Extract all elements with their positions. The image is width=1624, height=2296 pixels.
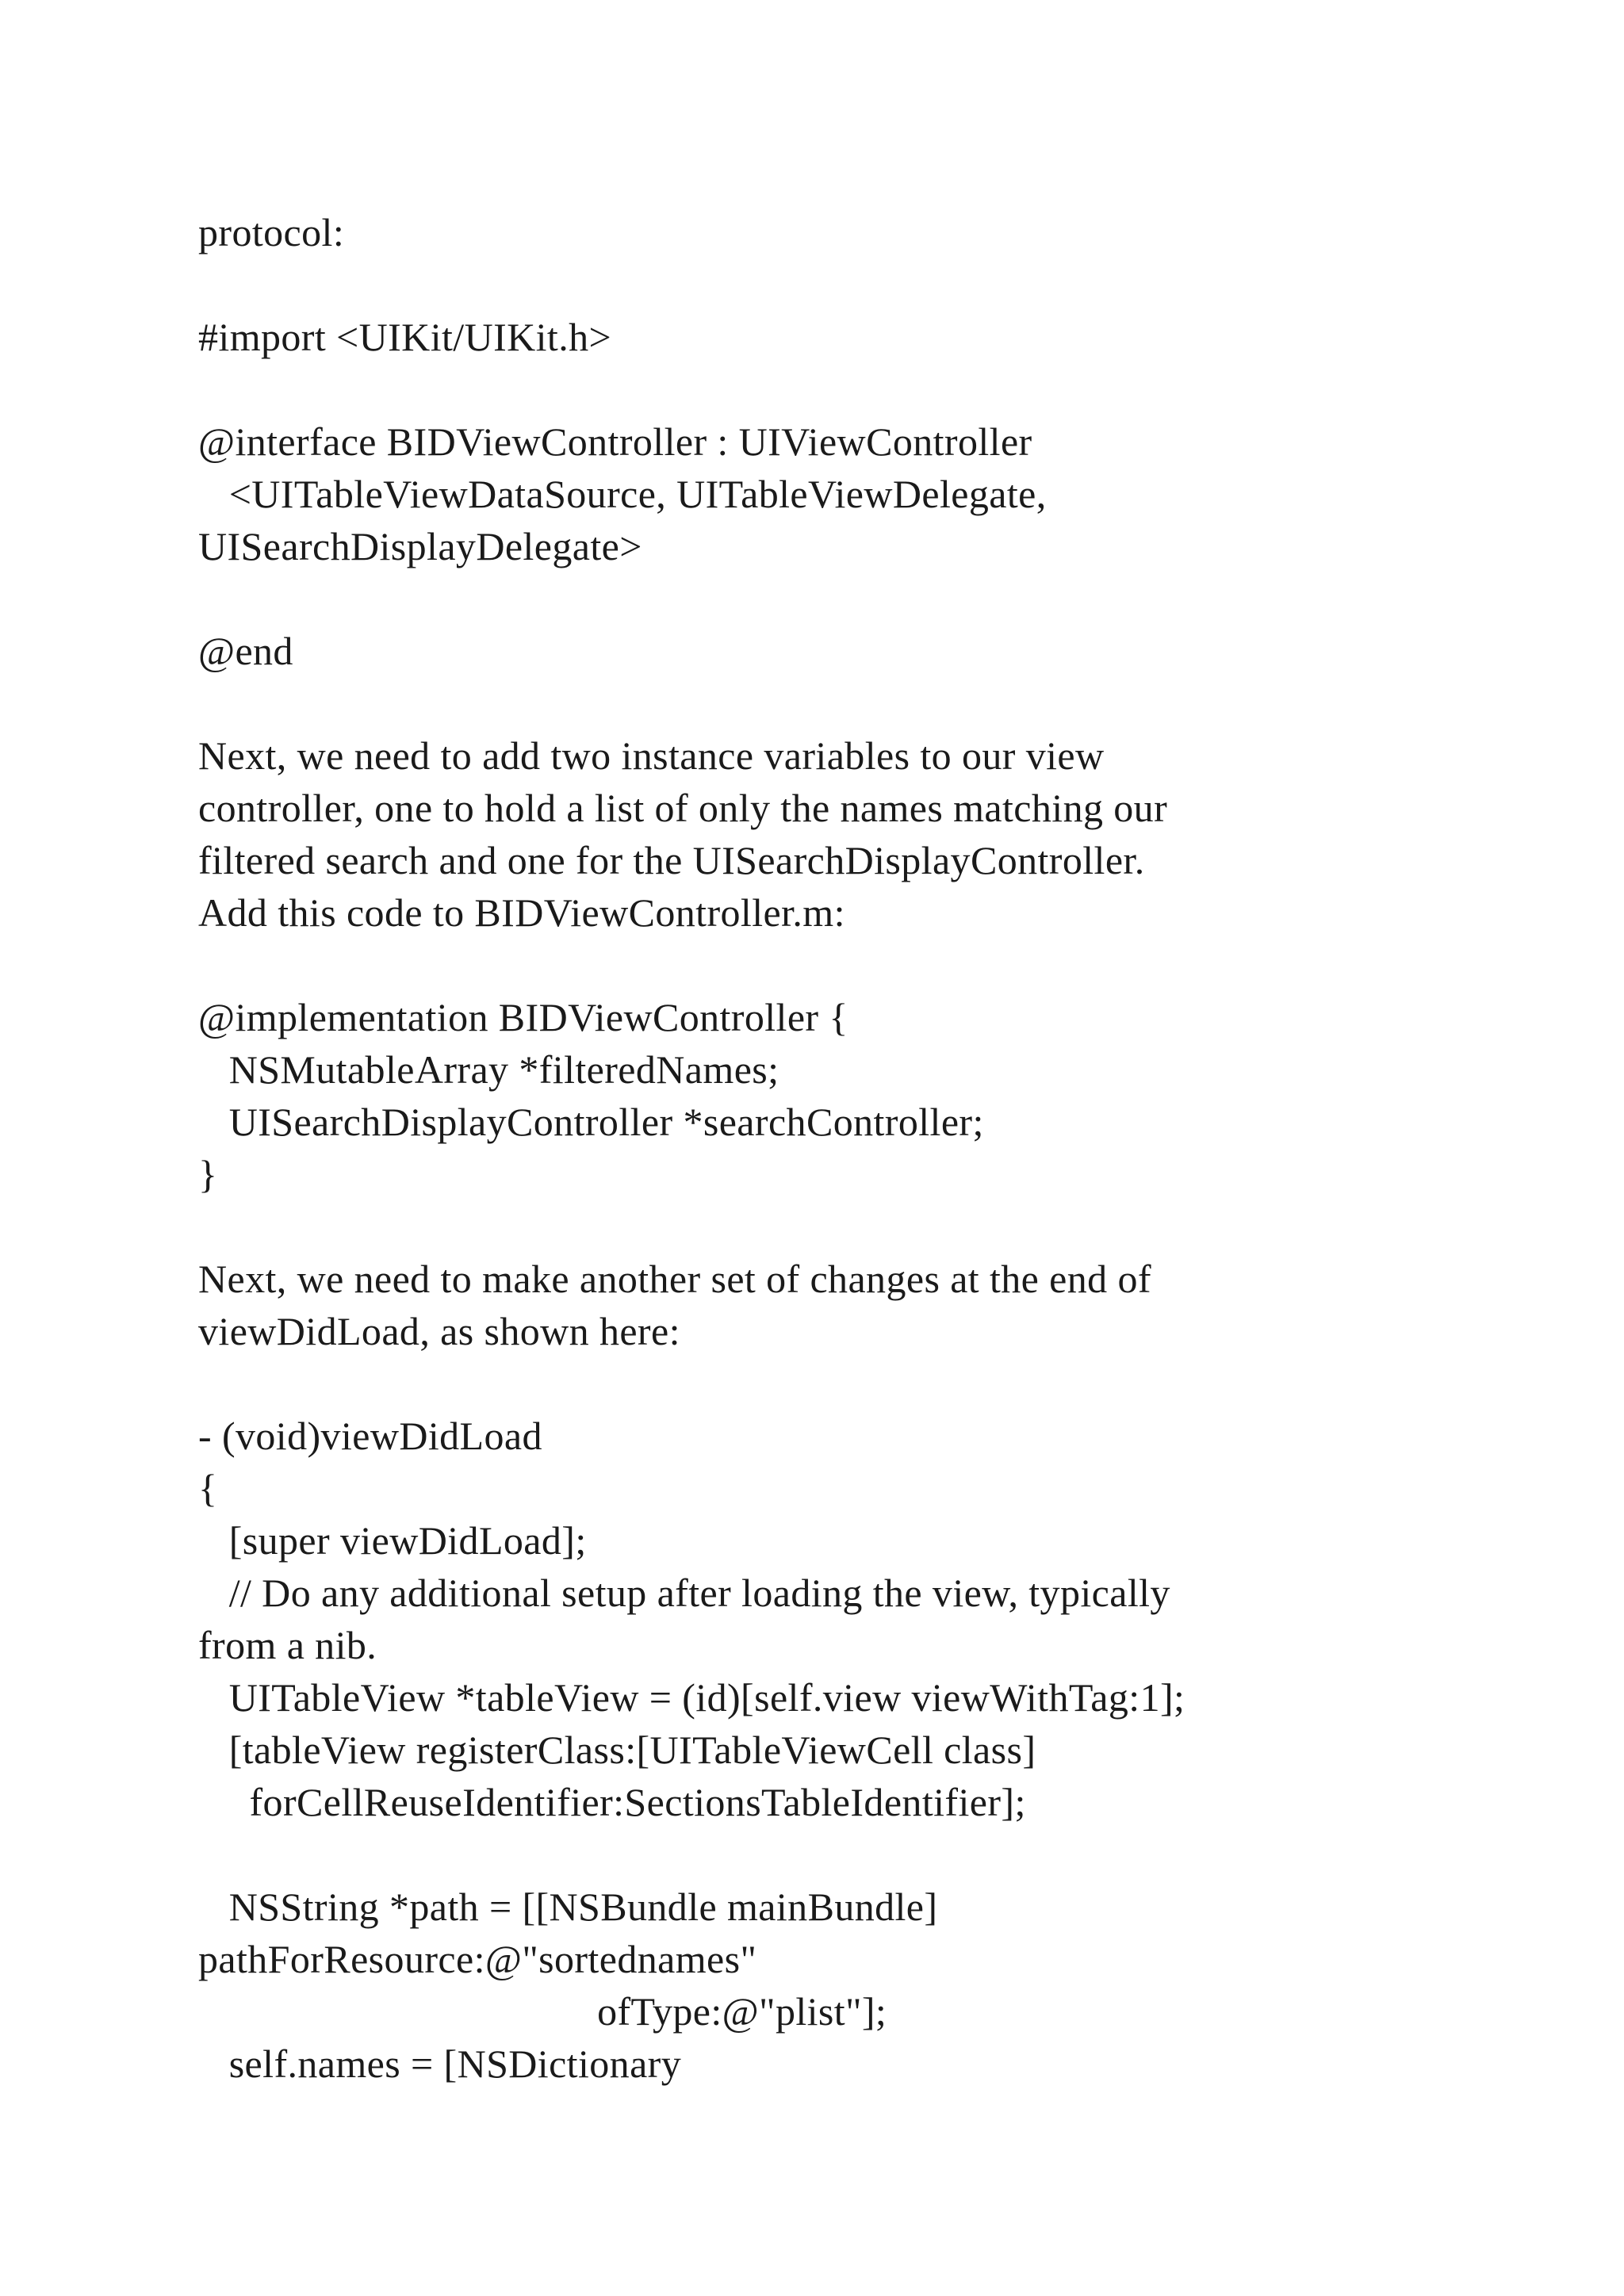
text-line: Add this code to BIDViewController.m: <box>198 890 845 935</box>
code-line: <UITableViewDataSource, UITableViewDelegate, <box>198 472 1047 516</box>
code-line: - (void)viewDidLoad <box>198 1414 542 1458</box>
code-line: ofType:@"plist"]; <box>198 1989 887 2034</box>
text-line: filtered search and one for the UISearchDisplayController. <box>198 838 1145 882</box>
text-line: protocol: <box>198 210 345 254</box>
code-line: @interface BIDViewController : UIViewController <box>198 419 1032 464</box>
code-line: pathForResource:@"sortednames" <box>198 1937 757 1981</box>
code-line: [super viewDidLoad]; <box>198 1518 587 1563</box>
code-line: self.names = [NSDictionary <box>198 2042 682 2086</box>
code-line: #import <UIKit/UIKit.h> <box>198 315 612 359</box>
code-line: [tableView registerClass:[UITableViewCell class] <box>198 1728 1036 1772</box>
code-line: UISearchDisplayController *searchController; <box>198 1100 984 1144</box>
text-line: Next, we need to make another set of changes at the end of <box>198 1257 1151 1301</box>
code-line: NSString *path = [[NSBundle mainBundle] <box>198 1885 938 1929</box>
code-line: UISearchDisplayDelegate> <box>198 524 642 568</box>
code-line: forCellReuseIdentifier:SectionsTableIdentifier]; <box>198 1780 1026 1824</box>
code-line: { <box>198 1466 218 1510</box>
text-line: viewDidLoad, as shown here: <box>198 1309 680 1353</box>
code-line: UITableView *tableView = (id)[self.view viewWithTag:1]; <box>198 1675 1185 1720</box>
code-line: from a nib. <box>198 1623 377 1667</box>
code-line: NSMutableArray *filteredNames; <box>198 1047 779 1092</box>
text-line: Next, we need to add two instance variables to our view <box>198 733 1105 778</box>
text-line: controller, one to hold a list of only the names matching our <box>198 786 1168 830</box>
code-line: } <box>198 1152 218 1196</box>
code-line: @implementation BIDViewController { <box>198 995 848 1039</box>
code-line: @end <box>198 629 293 673</box>
code-line: // Do any additional setup after loading the view, typically <box>198 1571 1170 1615</box>
